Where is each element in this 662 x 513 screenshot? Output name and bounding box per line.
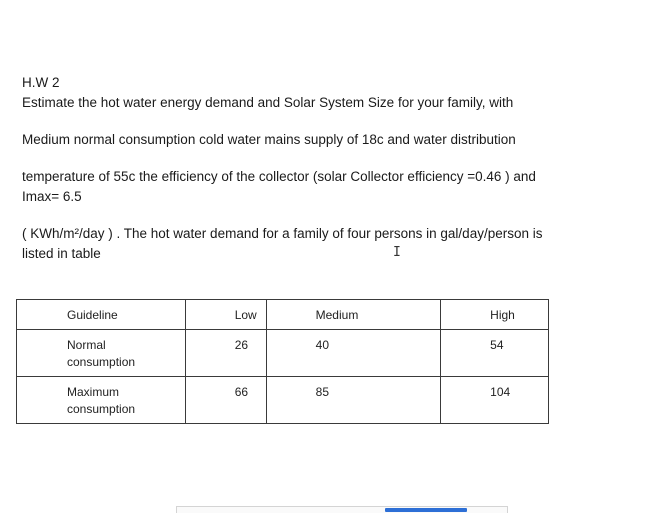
cell-low: 26 (185, 330, 266, 377)
table-row (17, 330, 549, 377)
row-label (17, 330, 186, 377)
header-guideline: Guideline (17, 300, 186, 330)
cell-medium: 40 (266, 330, 441, 377)
cell-medium: 85 (266, 377, 441, 424)
row-label-line: consumption (67, 402, 136, 416)
cell-high: 104 (441, 377, 549, 424)
paragraph-line-1: Estimate the hot water energy demand and Solar System Size for your family, with (22, 95, 514, 110)
header-high: High (441, 300, 549, 330)
row-label-line: consumption (67, 355, 136, 369)
row-label (17, 377, 186, 424)
cell-low: 66 (185, 377, 266, 424)
bottom-toolbar-accent-button[interactable] (385, 508, 467, 512)
table-row (17, 377, 549, 424)
demand-table (16, 299, 549, 424)
table-header-row (17, 300, 549, 330)
row-label-line: Normal (67, 338, 106, 352)
header-medium: Medium (266, 300, 441, 330)
header-low: Low (185, 300, 266, 330)
paragraph-line-4: Imax= 6.5 (22, 189, 82, 204)
paragraph-line-5: ( KWh/m²/day ) . The hot water demand for a family of four persons in gal/day/person is (22, 226, 543, 241)
homework-title: H.W 2 (22, 75, 60, 90)
paragraph-line-2: Medium normal consumption cold water mains supply of 18c and water distribution (22, 132, 516, 147)
text-cursor-icon: I (393, 245, 401, 260)
cell-high: 54 (441, 330, 549, 377)
row-label-line: Maximum (67, 385, 120, 399)
paragraph-line-3: temperature of 55c the efficiency of the collector (solar Collector efficiency =0.46 ) and (22, 169, 536, 184)
paragraph-line-6: listed in table (22, 246, 101, 261)
